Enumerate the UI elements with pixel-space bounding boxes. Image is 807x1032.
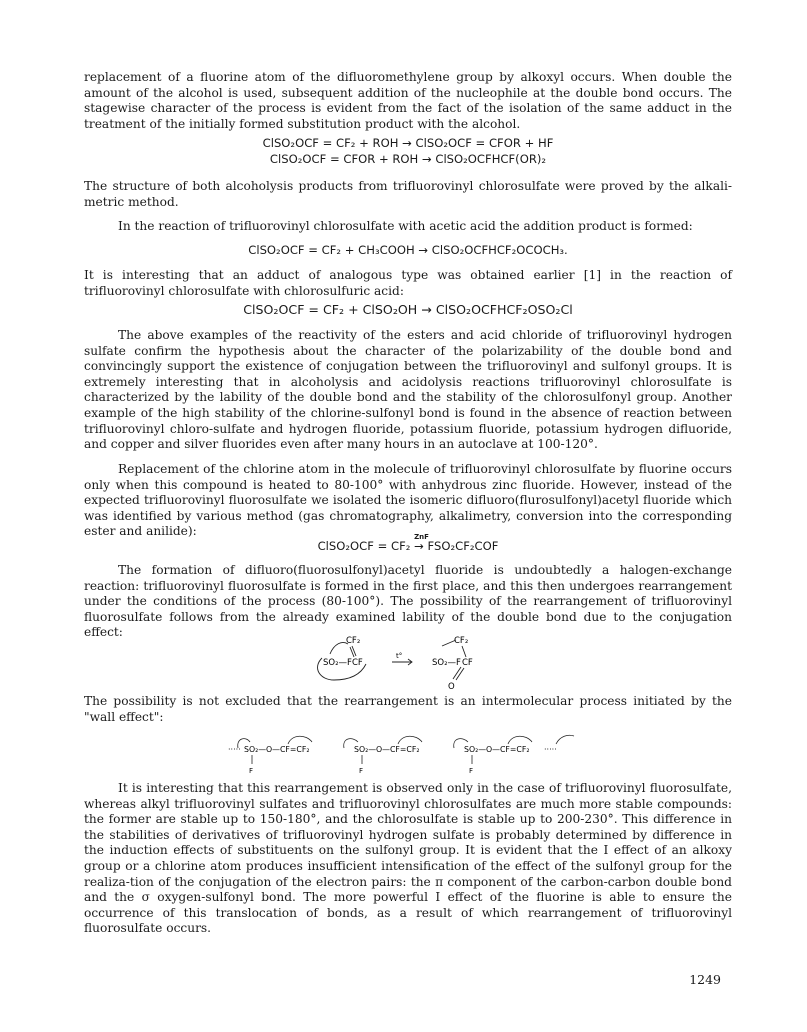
chain-lead-dots: ····· bbox=[228, 745, 241, 754]
electron-shift-arrow bbox=[556, 735, 574, 744]
equation-5-reactant: ClSO₂OCF = CF₂ bbox=[317, 539, 411, 553]
fluorine-label: F bbox=[469, 767, 474, 775]
equation-3: ClSO₂OCF = CF₂ + CH₃COOH → ClSO₂OCFHCF₂OCOCH₃. bbox=[248, 243, 568, 257]
chain-unit-label: SO₂—O—CF=CF₂ bbox=[464, 745, 530, 754]
carbonyl-bond-line bbox=[456, 668, 464, 680]
paragraph-1: replacement of a fluorine atom of the difluoromethylene group by alkoxyl occurs. When double the amount of the alcohol is used, subsequent addition of the nucleophile at the double bond occurs. The stagewise character of the process is evident from the fact of the isolation of the same adduct in the treatment of the initially formed substitution product with the alcohol. bbox=[84, 70, 732, 131]
right-o-label: O bbox=[448, 682, 455, 692]
rearrangement-scheme-2 bbox=[226, 730, 586, 778]
left-so2f-label: SO₂—F bbox=[323, 658, 352, 668]
electron-shift-arrow bbox=[508, 736, 532, 744]
paragraph-5: The above examples of the reactivity of the esters and acid chloride of trifluorovinyl hydrogen sulfate confirm the hypothesis about the character of the polarizability of the double bond and convincingly support the existence of conjugation between the trifluorovinyl and sulfonyl groups. It is extremely interesting that in alcoholysis and acidolysis reactions trifluorovinyl chlorosulfate is characterized by the lability of the double bond and the stability of the chlorosulfonyl group. Another example of the high stability of the chlorine-sulfonyl bond is found in the absence of reaction between trifluorovinyl chloro-sulfate and hydrogen fluoride, potassium fluoride, potassium hydrogen difluoride, and copper and silver fluorides even after many hours in an autoclave at 100-120°. bbox=[84, 328, 732, 452]
chain-trail-dots: ····· bbox=[544, 745, 557, 754]
electron-shift-arrow bbox=[398, 736, 422, 744]
chain-unit-3 bbox=[454, 736, 532, 775]
bond-line bbox=[462, 646, 466, 657]
left-cf-label: CF bbox=[352, 658, 363, 668]
right-cf2-label: CF₂ bbox=[454, 636, 469, 646]
paragraph-7: The formation of difluoro(fluorosulfonyl)acetyl fluoride is undoubtedly a halogen-exchange reaction: trifluorovinyl fluorosulfate is formed in the first place, and this then undergoes rearrangement under the conditions of the process (80-100°). The possibility of the rearrangement of trifluorovinyl fluorosulfate follows from the already examined lability of the double bond due to the conjugation effect: bbox=[84, 563, 732, 640]
chain-unit-label: SO₂—O—CF=CF₂ bbox=[354, 745, 420, 754]
reaction-arrow: → bbox=[414, 539, 424, 553]
equation-5-arrow-with-catalyst bbox=[414, 533, 429, 555]
chain-unit-1 bbox=[238, 736, 312, 775]
chain-unit-label: SO₂—O—CF=CF₂ bbox=[244, 745, 310, 754]
equation-5-product: FSO₂CF₂COF bbox=[427, 539, 499, 553]
electron-shift-arrow bbox=[288, 736, 312, 744]
paragraph-9: It is interesting that this rearrangement is observed only in the case of trifluorovinyl fluorosulfate, whereas alkyl trifluorovinyl sulfates and trifluorovinyl chlorosulfates are much more stable compounds: the former are stable up to 150-180°, and the chlorosulfate is stable up to 200-230°. This difference in the stabilities of derivatives of trifluorovinyl hydrogen sulfate is probably determined by difference in the induction effects of substituents on the sulfonyl group. It is evident that the I effect of an alkoxy group or a chlorine atom produces insufficient intensification of the effect of the sulfonyl group for the realiza-tion of the conjugation of the electron pairs: the π component of the carbon-carbon double bond and the σ oxygen-sulfonyl bond. The more powerful I effect of the fluorine is able to ensure the occurrence of this translocation of bonds, as a result of which rearrangement of trifluorovinyl fluorosulfate occurs. bbox=[84, 781, 732, 936]
paragraph-8: The possibility is not excluded that the rearrangement is an intermolecular process initiated by the "wall effect": bbox=[84, 694, 732, 724]
right-so2f-label: SO₂—F bbox=[432, 658, 461, 668]
catalyst-label: ZnF bbox=[414, 533, 429, 541]
paragraph-4: It is interesting that an adduct of analogous type was obtained earlier [1] in the reaction of trifluorovinyl chlorosulfate with chlorosulfuric acid: bbox=[84, 268, 732, 298]
equation-1: ClSO₂OCF = CF₂ + ROH → ClSO₂OCF = CFOR + HF bbox=[262, 136, 554, 150]
left-cf2-label: CF₂ bbox=[346, 636, 361, 646]
chain-unit-2 bbox=[344, 736, 422, 775]
fluorine-label: F bbox=[249, 767, 254, 775]
paragraph-3: In the reaction of trifluorovinyl chlorosulfate with acetic acid the addition product is formed: bbox=[118, 219, 693, 233]
equation-2: ClSO₂OCF = CFOR + ROH → ClSO₂OCFHCF(OR)₂ bbox=[269, 152, 547, 166]
right-cf-label: CF bbox=[462, 658, 473, 668]
page-number: 1249 bbox=[689, 972, 721, 987]
paragraph-2: The structure of both alcoholysis products from trifluorovinyl chlorosulfate were proved by the alkali-metric method. bbox=[84, 179, 732, 209]
fluorine-label: F bbox=[359, 767, 364, 775]
rearrangement-scheme-1 bbox=[308, 632, 508, 692]
paragraph-6: Replacement of the chlorine atom in the molecule of trifluorovinyl chlorosulfate by fluorine occurs only when this compound is heated to 80-100° with anhydrous zinc fluoride. However, instead of the expected trifluorovinyl fluorosulfate we isolated the isomeric difluoro(flurosulfonyl)acetyl fluoride which was identified by various method (gas chromatography, alkalimetry, conversion into the corresponding ester and anilide): bbox=[84, 462, 732, 539]
equation-4: ClSO₂OCF = CF₂ + ClSO₂OH → ClSO₂OCFHCF₂OSO₂Cl bbox=[243, 302, 573, 317]
carbonyl-bond-line bbox=[453, 667, 461, 679]
equation-5 bbox=[84, 533, 732, 555]
heat-condition-label: t° bbox=[396, 652, 403, 660]
